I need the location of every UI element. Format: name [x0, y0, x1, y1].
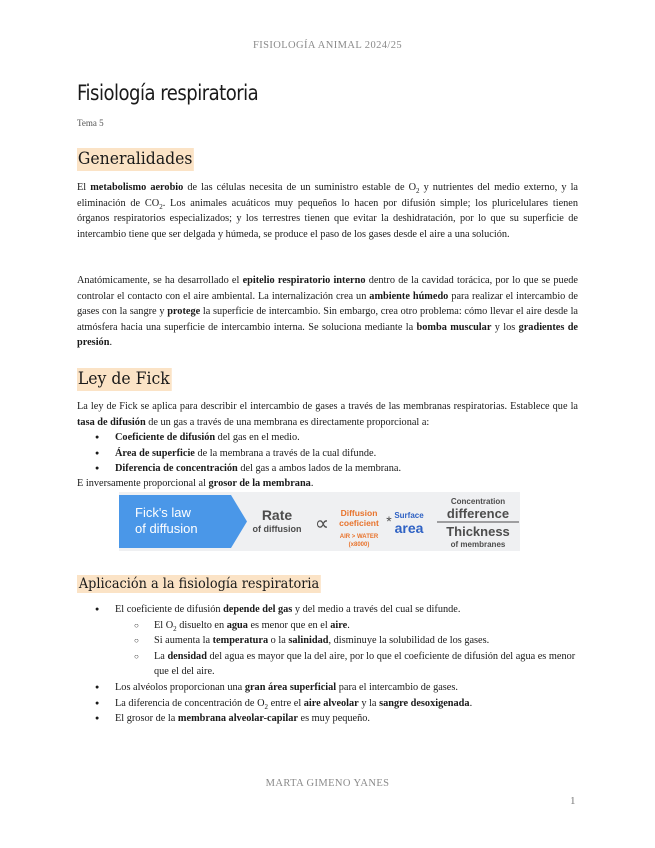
- list-item: ● Los alvéolos proporcionan una gran área superficial para el intercambio de gases.: [0, 680, 560, 696]
- list-item: ○ El $O_2$ disuelto en agua es menor que en el aire.: [0, 618, 578, 634]
- list-item: ○ Si aumenta la temperatura o la salinidad, disminuye la solubilidad de los gases.: [0, 633, 578, 649]
- proportional-symbol: ∝: [314, 511, 330, 535]
- list-item: ● Coeficiente de difusión del gas en el medio.: [0, 430, 560, 446]
- list-item: ● Diferencia de concentración del gas a ambos lados de la membrana.: [0, 461, 560, 477]
- running-footer: MARTA GIMENO YANES: [265, 778, 390, 789]
- paragraph-inverse: E inversamente proporcional al grosor de la membrana.: [77, 478, 314, 489]
- rate-sublabel: of diffusion: [252, 524, 302, 534]
- paragraph-anatomia: Anatómicamente, se ha desarrollado el epitelio respiratorio interno dentro de la cavidad torácica, por lo que se puede controlar el contacto con el aire ambiental. La internalización crea un ambiente húmedo para realizar el intercambio de gases con la sangre y protege la superficie de intercambio. Sin embargo, crea otro problema: cómo llevar el aire desde la atmósfera hacia una superficie de intercambio interna. Se soluciona mediante la bomba muscular y los gradientes de presión.: [77, 275, 579, 349]
- paragraph-metabolismo: El metabolismo aerobio de las células necesita de un suministro estable de $O_2$ y nutrientes del medio externo, y la eliminación de $CO_2$. Los animales acuáticos muy pequeños lo hacen por difusión simple; los pluricelulares tienen órganos respiratorios especializados; y los terrestres tienen que evitar la deshidratación, por lo que su superficie de intercambio tiene que ser delgada y húmeda, se produce el paso de los gases desde el aire a una solución.: [77, 182, 579, 240]
- list-item: ● La diferencia de concentración de $O_2$ entre el aire alveolar y la sangre desoxigenada.: [0, 696, 560, 712]
- concentration-label-2: difference: [446, 506, 510, 521]
- list-item: ● El grosor de la membrana alveolar-capilar es muy pequeño.: [0, 711, 560, 727]
- section-heading-aplicacion: Aplicación a la fisiología respiratoria: [78, 576, 320, 592]
- arrow-text-line1: Fick's law: [135, 505, 191, 520]
- times-symbol: *: [386, 513, 392, 529]
- arrow-text-line2: of diffusion: [135, 521, 198, 536]
- page-title: Fisiología respiratoria: [77, 81, 259, 105]
- coef-label-1: Diffusion: [340, 508, 378, 518]
- list-item: ● Área de superficie de la membrana a través de la cual difunde.: [0, 446, 560, 462]
- section-heading-fick: Ley de Fick: [77, 369, 170, 389]
- surface-label-2: area: [394, 520, 424, 536]
- page-number: 1: [570, 795, 576, 807]
- rate-label: Rate: [261, 507, 293, 523]
- thickness-label-1: Thickness: [446, 524, 510, 539]
- running-header: FISIOLOGÍA ANIMAL 2024/25: [252, 40, 403, 51]
- paragraph-fick-intro: La ley de Fick se aplica para describir el intercambio de gases a través de las membranas respiratorias. Establece que la tasa de difusión de un gas a través de una membrana es directamente proporcional a:: [77, 401, 578, 428]
- coef-note-1: AIR > WATER: [339, 534, 379, 540]
- coef-label-2: coeficient: [339, 518, 379, 528]
- aplicacion-list: [0, 602, 576, 727]
- fick-factors-list: [0, 430, 560, 477]
- coef-note-2: (x8000): [348, 542, 370, 548]
- concentration-label-1: Concentration: [450, 497, 506, 506]
- ficks-law-figure: [119, 492, 520, 551]
- list-item: ○ La densidad del agua es mayor que la del aire, por lo que el coeficiente de difusión del agua es menor que el del aire.: [0, 649, 578, 680]
- page-subtitle: Tema 5: [77, 118, 104, 128]
- surface-label-1: Surface: [394, 511, 424, 520]
- section-heading-generalidades: Generalidades: [77, 149, 193, 169]
- list-item: ● El coeficiente de difusión depende del gas y del medio a través del cual se difunde.: [0, 602, 560, 618]
- thickness-label-2: of membranes: [450, 540, 506, 549]
